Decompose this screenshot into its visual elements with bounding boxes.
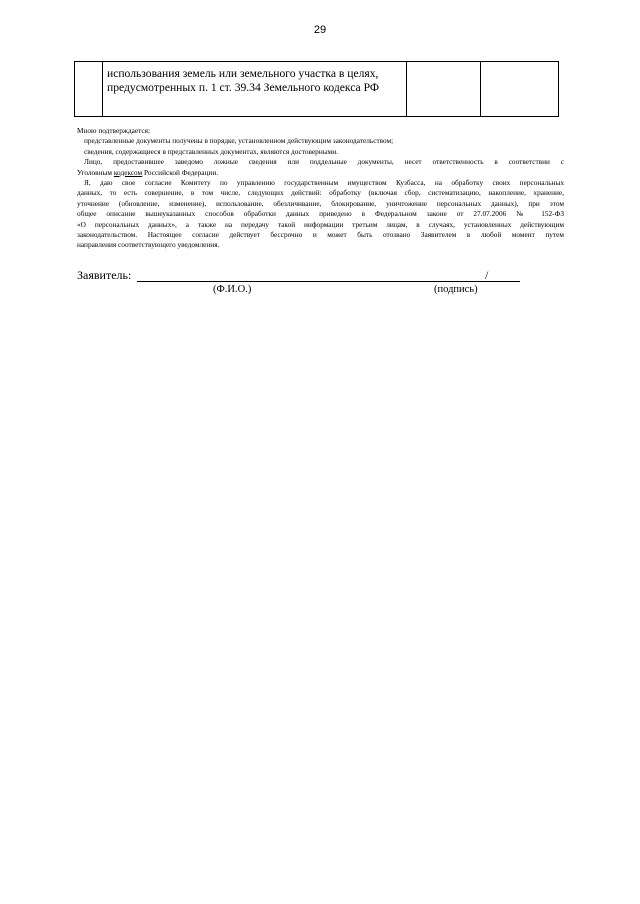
statement-item: представленные документы получены в порядке, установленном действующим законодательством;	[84, 136, 394, 146]
consent-line: общее описание вышеуказанных способов обработки данных приведено в Федеральном законе от 27.07.2006 № 152-ФЗ	[77, 209, 564, 219]
consent-line: законодательством. Настоящее согласие действует бессрочно и может быть отозвано Заявителем в любой момент путем	[77, 230, 564, 240]
liability-text-end: Уголовным кодексом Российской Федерации.	[77, 167, 219, 177]
consent-line: данных, то есть совершение, в том числе, следующих действий: обработку (включая сбор, систематизацию, накопление, хранение,	[77, 188, 564, 198]
name-signature-line	[137, 281, 485, 282]
applicant-statement	[77, 126, 564, 251]
continuation-table	[74, 61, 559, 117]
criminal-code-link[interactable]: кодексом	[113, 167, 143, 177]
signature-caption: (подпись)	[434, 284, 478, 295]
table-row	[75, 62, 559, 117]
table-cell-empty	[481, 62, 559, 117]
signature-line	[443, 281, 520, 282]
consent-line: «О персональных данных», а также на передачу такой информации третьим лицам, в случаях, установленных действующим	[77, 219, 564, 229]
statement-intro: Мною подтверждается:	[77, 126, 150, 135]
table-cell-empty	[407, 62, 481, 117]
applicant-label: Заявитель:	[77, 268, 132, 282]
separator-slash: /	[485, 268, 489, 282]
consent-line-last: направления соответствующего уведомления.	[77, 240, 220, 250]
liability-text: Лицо, предоставившее заведомо ложные сведения или поддельные документы, несет ответственность в соответствии с	[84, 157, 564, 167]
name-caption: (Ф.И.О.)	[213, 284, 252, 295]
table-cell-purpose: использования земель или земельного участка в целях, предусмотренных п. 1 ст. 39.34 Земельного кодекса РФ	[103, 62, 407, 117]
signature-block	[77, 268, 527, 298]
table-cell-number	[75, 62, 103, 117]
statement-item: сведения, содержащиеся в представленных документах, являются достоверными.	[84, 146, 338, 156]
page-number: 29	[313, 24, 327, 36]
consent-line: уточнение (обновление, изменение), использование, обезличивание, блокирование, уничтожение персональных данных), при этом	[77, 198, 564, 208]
consent-line: Я, даю свое согласие Комитету по управлению государственным имуществом Кузбасса, на обработку своих персональных	[84, 178, 564, 188]
